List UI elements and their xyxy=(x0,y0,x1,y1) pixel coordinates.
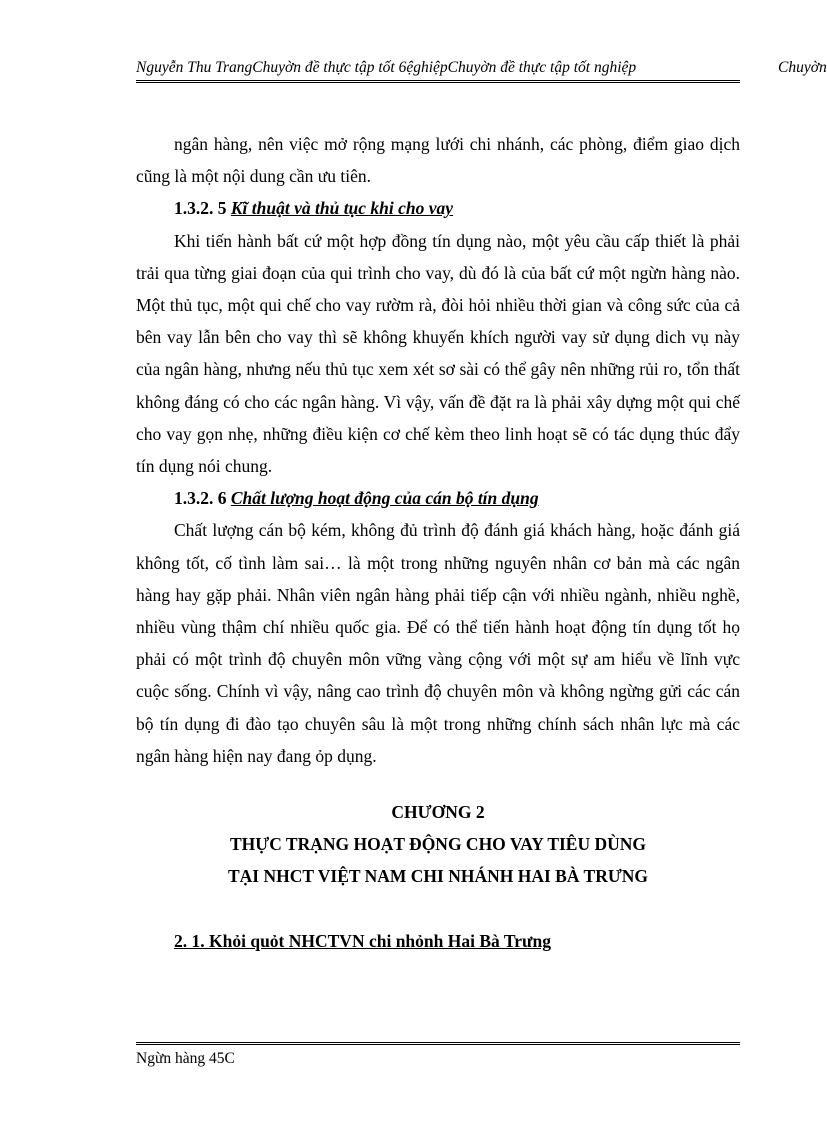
header-left-text: Nguyễn Thu TrangChuyờn đề thực tập tốt 6ệghiệpChuyờn đề thực tập tốt nghiệp xyxy=(136,59,637,76)
chapter-title-line-2: TẠI NHCT VIỆT NAM CHI NHÁNH HAI BÀ TRƯNG xyxy=(227,866,649,887)
page-body xyxy=(136,128,740,957)
chapter-label: CHƯƠNG 2 xyxy=(391,802,485,823)
subsection-number: 1.3.2. 5 xyxy=(174,198,227,219)
chapter-title-line-1: THỰC TRẠNG HOẠT ĐỘNG CHO VAY TIÊU DÙNG xyxy=(229,834,647,855)
page-header xyxy=(136,58,827,80)
footer-double-rule xyxy=(136,1042,740,1045)
paragraph-loan-procedures: Khi tiến hành bất cứ một hợp đồng tín dụng nào, một yêu cầu cấp thiết là phải trải qua từng giai đoạn của qui trình cho vay, dù đó là của bất cứ một ngừn hàng nào. Một thủ tục, một qui chế cho vay rườm rà, đòi hỏi nhiều thời gian và công sức của cả bên vay lẫn bên cho vay thì sẽ không khuyến khích người vay sử dụng dich vụ này của ngân hàng, nhưng nếu thủ tục xem xét sơ sài có thể gây nên những rủi ro, tổn thất không đáng có cho các ngân hàng. Vì vậy, vấn đề đặt ra là phải xây dựng một qui chế cho vay gọn nhẹ, những điều kiện cơ chế kèm theo linh hoạt sẽ có tác dụng thúc đẩy tín dụng nói chung. xyxy=(136,230,740,477)
subsection-title: Chất lượng hoạt động của cán bộ tín dụng xyxy=(230,488,539,509)
section-heading-2-1: 2. 1. Khỏi quỏt NHCTVN chi nhỏnh Hai Bà Trưng xyxy=(174,930,551,951)
subsection-heading-1-3-2-5 xyxy=(136,192,740,224)
page-footer: Ngừn hàng 45C xyxy=(136,1050,235,1067)
subsection-number: 1.3.2. 6 xyxy=(174,488,227,509)
subsection-heading-1-3-2-6 xyxy=(136,482,740,514)
header-right-text: Chuyờn xyxy=(778,59,827,76)
paragraph-credit-staff-quality: Chất lượng cán bộ kém, không đủ trình độ đánh giá khách hàng, hoặc đánh giá không tốt, cố tình làm sai… là một trong những nguyên nhân cơ bản mà các ngân hàng hay gặp phải. Nhân viên ngân hàng phải tiếp cận với nhiều ngành, nhiều nghề, nhiều vùng thậm chí nhiều quốc gia. Để có thể tiến hành hoạt động tín dụng tốt họ phải có một trình độ chuyên môn vững vàng cộng với một sự am hiểu về lĩnh vực cuộc sống. Chính vì vậy, nâng cao trình độ chuyên môn và không ngừng gửi các cán bộ tín dụng đi đào tạo chuyên sâu là một trong những chính sách nhân lực mà các ngân hàng hiện nay đang ỏp dụng. xyxy=(136,520,740,766)
subsection-title: Kĩ thuật và thủ tục khi cho vay xyxy=(230,198,454,219)
header-double-rule xyxy=(136,80,740,83)
paragraph-network-expansion: ngân hàng, nên việc mở rộng mạng lưới chi nhánh, các phòng, điểm giao dịch cũng là một nội dung cần ưu tiên. xyxy=(136,134,740,187)
